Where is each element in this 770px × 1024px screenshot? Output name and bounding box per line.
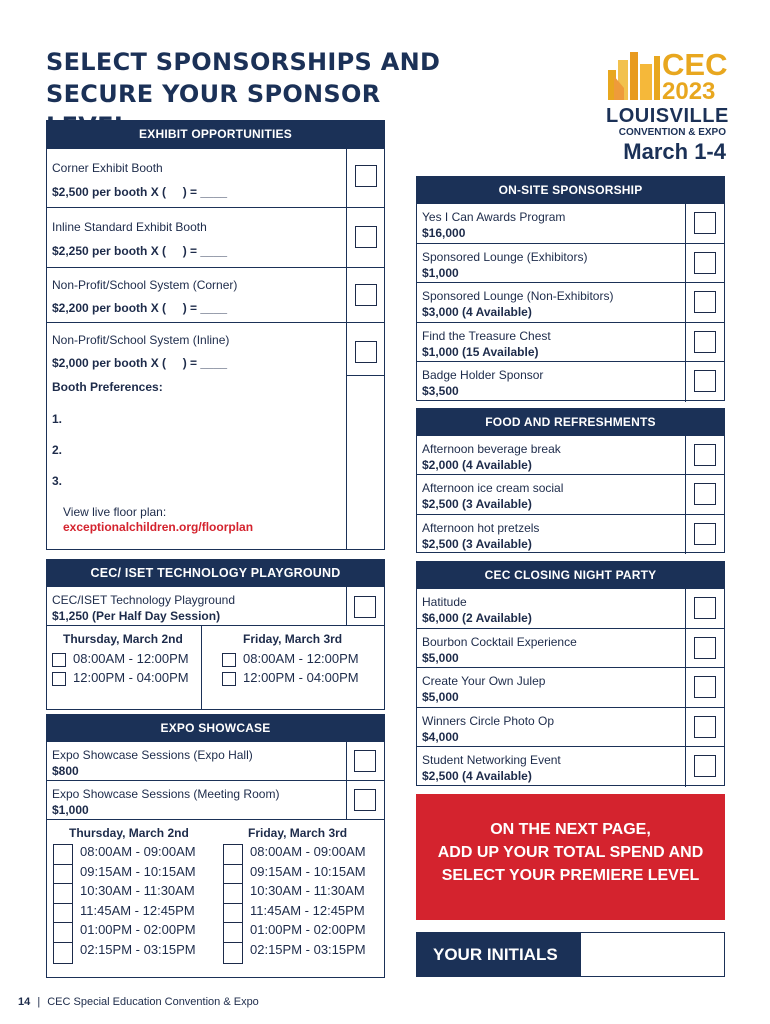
logo-venue-text: CONVENTION & EXPO: [618, 127, 726, 138]
food-header: FOOD AND REFRESHMENTS: [416, 408, 725, 435]
tech-fri-am-checkbox[interactable]: [222, 653, 236, 667]
tech-header: CEC/ ISET TECHNOLOGY PLAYGROUND: [46, 559, 385, 586]
tech-thu-am-checkbox[interactable]: [52, 653, 66, 667]
initials-input[interactable]: [582, 933, 724, 976]
expo-hall-checkbox[interactable]: [354, 750, 376, 772]
expo-meeting-room-checkbox[interactable]: [354, 789, 376, 811]
onsite-header: ON-SITE SPONSORSHIP: [416, 176, 725, 203]
closing-row: Create Your Own Julep $5,000: [417, 668, 724, 708]
expo-slot-time: 09:15AM - 10:15AM: [80, 863, 196, 879]
inline-booth-checkbox[interactable]: [355, 226, 377, 248]
expo-slot-checkbox[interactable]: [223, 942, 243, 964]
food-checkbox[interactable]: [694, 523, 716, 545]
onsite-checkbox[interactable]: [694, 291, 716, 313]
onsite-checkbox[interactable]: [694, 212, 716, 234]
closing-box: [416, 588, 725, 786]
expo-slot-time: 02:15PM - 03:15PM: [80, 941, 196, 957]
exhibit-box: [46, 148, 385, 550]
food-row: Afternoon beverage break $2,000 (4 Available): [417, 436, 724, 475]
tech-fri-pm-checkbox[interactable]: [222, 672, 236, 686]
expo-slot-time: 08:00AM - 09:00AM: [80, 844, 196, 859]
expo-slot-time: 02:15PM - 03:15PM: [250, 941, 366, 957]
expo-row: Expo Showcase Sessions (Meeting Room) $1,000: [47, 781, 384, 820]
booth-preferences-label: Booth Preferences:: [52, 380, 163, 394]
preference-2[interactable]: 2.: [52, 443, 63, 457]
divider: [346, 375, 384, 376]
food-row: Afternoon hot pretzels $2,500 (3 Available): [417, 515, 724, 554]
expo-header: EXPO SHOWCASE: [46, 714, 385, 741]
onsite-row: Sponsored Lounge (Non-Exhibitors) $3,000 (4 Available): [417, 283, 724, 323]
food-row: Afternoon ice cream social $2,500 (3 Available): [417, 475, 724, 514]
exhibit-row: Inline Standard Exhibit Booth $2,250 per booth X ( ) = ____: [47, 208, 384, 268]
logo-city-text: LOUISVILLE: [606, 105, 729, 127]
food-checkbox[interactable]: [694, 444, 716, 466]
page-title: SELECT SPONSORSHIPS AND SECURE YOUR SPONSOR: [46, 48, 441, 108]
expo-slot-time: 11:45AM - 12:45PM: [80, 902, 195, 918]
exhibit-header: EXHIBIT OPPORTUNITIES: [46, 120, 385, 148]
tech-row: CEC/ISET Technology Playground $1,250 (Per Half Day Session): [47, 587, 384, 626]
onsite-row: Badge Holder Sponsor $3,500: [417, 362, 724, 402]
food-checkbox[interactable]: [694, 483, 716, 505]
nonprofit-inline-checkbox[interactable]: [355, 341, 377, 363]
preference-3[interactable]: 3.: [52, 474, 63, 488]
exhibit-row: Non-Profit/School System (Inline) $2,000 per booth X ( ) = ____: [52, 333, 230, 370]
closing-checkbox[interactable]: [694, 597, 716, 619]
expo-slot-time: 10:30AM - 11:30AM: [80, 883, 195, 898]
exhibit-row: Non-Profit/School System (Corner) $2,200 per booth X ( ) = ____: [47, 268, 384, 323]
day-divider: [201, 626, 202, 709]
onsite-checkbox[interactable]: [694, 331, 716, 353]
tech-playground-checkbox[interactable]: [354, 596, 376, 618]
onsite-box: [416, 203, 725, 401]
page-number: 14: [18, 996, 31, 1008]
expo-slot-checkbox[interactable]: [53, 942, 73, 964]
onsite-checkbox[interactable]: [694, 370, 716, 392]
onsite-checkbox[interactable]: [694, 252, 716, 274]
closing-checkbox[interactable]: [694, 716, 716, 738]
expo-slot-time: 01:00PM - 02:00PM: [250, 922, 366, 937]
closing-checkbox[interactable]: [694, 637, 716, 659]
footer-text: CEC Special Education Convention & Expo: [47, 996, 259, 1008]
expo-slot-time: 09:15AM - 10:15AM: [250, 863, 366, 879]
next-page-callout: ON THE NEXT PAGE, ADD UP YOUR TOTAL SPEND AND SELECT YOUR PREMIERE LEVEL: [416, 794, 725, 920]
food-box: [416, 435, 725, 553]
initials-box: [416, 932, 725, 977]
onsite-row: Find the Treasure Chest $1,000 (15 Available): [417, 323, 724, 363]
exhibit-row: Corner Exhibit Booth $2,500 per booth X ( ) = ____: [47, 149, 384, 208]
initials-label: YOUR INITIALS: [417, 933, 581, 976]
logo-dates-text: March 1-4: [623, 139, 726, 164]
expo-slot-time: 11:45AM - 12:45PM: [250, 902, 365, 918]
page-footer: 14 | CEC Special Education Convention & Expo: [18, 996, 259, 1008]
expo-slot-time: 08:00AM - 09:00AM: [250, 844, 366, 859]
expo-row: Expo Showcase Sessions (Expo Hall) $800: [47, 742, 384, 781]
logo-year-text: 2023: [662, 78, 716, 105]
closing-row: Hatitude $6,000 (2 Available): [417, 589, 724, 629]
expo-box: Expo Showcase Sessions (Expo Hall) $800 Expo Showcase Sessions (Meeting Room) $1,000 Thursday, March 2nd Friday, March 3rd 08:00AM - 09:00AM 09:15AM - 10:15AM 10:30AM - 11:30AM 11:45AM - 12:45PM 01:00PM - 02:00PM 02:15PM - 03:15PM 08:00AM - 09:00AM 09:15AM - 10:15AM 10:30AM - 11:30AM 11:45AM - 12:45PM 01:00PM - 02:00PM 02:15PM - 03:15PM: [46, 741, 385, 978]
expo-slot-time: 10:30AM - 11:30AM: [250, 883, 365, 898]
closing-header: CEC CLOSING NIGHT PARTY: [416, 561, 725, 588]
tech-box: CEC/ISET Technology Playground $1,250 (Per Half Day Session) Thursday, March 2nd Friday, March 3rd 08:00AM - 12:00PM 12:00PM - 04:00PM 08:00AM - 12:00PM 12:00PM - 04:00PM: [46, 586, 385, 710]
closing-checkbox[interactable]: [694, 676, 716, 698]
floorplan-label: View live floor plan:: [63, 505, 167, 519]
closing-row: Winners Circle Photo Op $4,000: [417, 708, 724, 748]
floorplan-link[interactable]: exceptionalchildren.org/floorplan: [63, 520, 254, 534]
preference-1[interactable]: 1.: [52, 412, 63, 426]
corner-booth-checkbox[interactable]: [355, 165, 377, 187]
onsite-row: Yes I Can Awards Program $16,000: [417, 204, 724, 244]
logo-cec-text: CEC: [662, 47, 728, 82]
tech-thu-pm-checkbox[interactable]: [52, 672, 66, 686]
closing-row: Bourbon Cocktail Experience $5,000: [417, 629, 724, 669]
closing-checkbox[interactable]: [694, 755, 716, 777]
onsite-row: Sponsored Lounge (Exhibitors) $1,000: [417, 244, 724, 284]
closing-row: Student Networking Event $2,500 (4 Available): [417, 747, 724, 787]
nonprofit-corner-checkbox[interactable]: [355, 284, 377, 306]
expo-slot-time: 01:00PM - 02:00PM: [80, 922, 196, 937]
